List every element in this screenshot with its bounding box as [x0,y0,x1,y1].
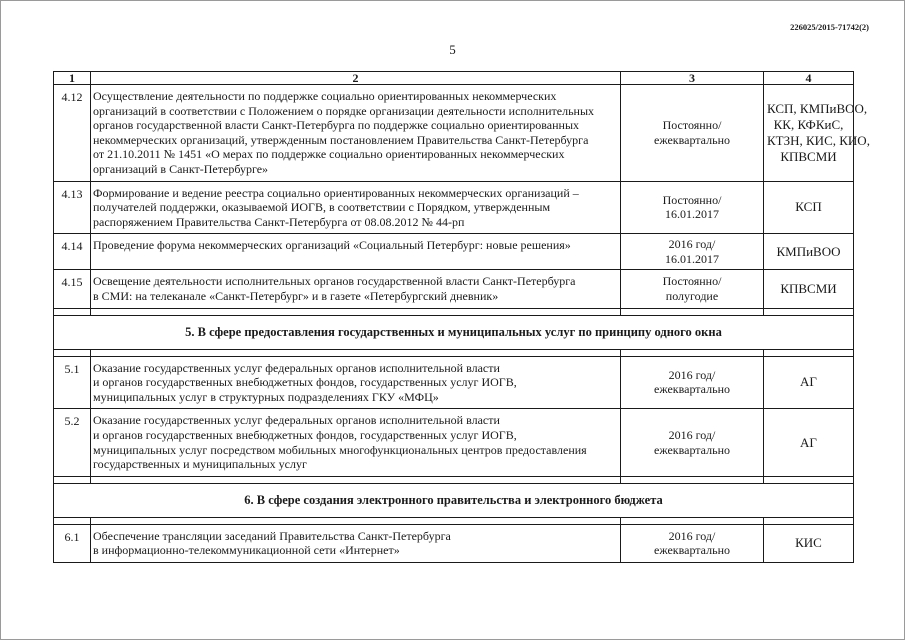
item-number: 4.15 [54,270,91,308]
table-row [54,181,854,234]
table-row [54,234,854,270]
item-description-line: в информационно-телекоммуникационной сети «Интернет» [93,543,400,558]
section-heading: 5. В сфере предоставления государственных и муниципальных услуг по принципу одного окна [54,315,854,349]
item-deadline [621,181,764,234]
table-row [54,524,854,562]
item-responsible-line: КК, КФКиС, [773,116,844,132]
item-number: 4.13 [54,181,91,234]
item-deadline-line: ежеквартально [654,442,730,457]
item-responsible-line: КСП, КМПиВОО, [767,100,868,116]
item-description-line: и органов государственных внебюджетных фондов, государственных услуг ИОГВ, [93,427,517,442]
item-responsible-line: КИС [795,535,822,551]
item-responsible [764,270,854,308]
item-deadline-line: ежеквартально [654,382,730,397]
item-deadline-line: Постоянно/ [662,118,722,133]
item-deadline-line: 2016 год/ [668,528,716,543]
item-responsible [764,85,870,182]
section-heading-row [54,315,854,349]
item-description-line: распоряжением Правительства Санкт-Петербурга от 08.08.2012 № 44-рп [93,214,465,229]
item-deadline-line: 2016 год/ [668,427,716,442]
item-deadline [621,234,764,270]
item-description-line: органов государственной власти Санкт-Петербурга по поддержке социально ориентированных [93,118,580,133]
document-id: 226025/2015-71742(2) [790,22,869,32]
item-responsible [764,409,854,476]
item-deadline [621,270,764,308]
item-deadline [621,409,764,476]
header-row [54,72,854,85]
plan-table [53,71,870,563]
section-heading-row [54,483,854,517]
item-responsible [764,356,854,409]
item-description [91,409,621,476]
item-description-line: Формирование и ведение реестра социально ориентированных некоммерческих организаций – [93,185,579,200]
item-deadline [621,356,764,409]
item-number: 6.1 [54,524,91,562]
item-description-line: муниципальных услуг посредством мобильных многофункциональных центров предоставления [93,442,587,457]
item-description [91,524,621,562]
header-cell: 2 [91,72,621,85]
item-number: 5.1 [54,356,91,409]
table-row [54,270,854,308]
item-responsible-line: КТЗН, КИС, КИО, [767,132,870,148]
item-description-line: Осуществление деятельности по поддержке социально ориентированных некоммерческих [93,89,557,103]
item-number: 5.2 [54,409,91,476]
item-description [91,234,621,270]
item-description-line: Проведение форума некоммерческих организаций «Социальный Петербург: новые решения» [93,238,571,253]
item-responsible [764,181,854,234]
item-number: 4.12 [54,85,91,182]
item-description [91,85,621,182]
item-responsible-line: КПВСМИ [780,148,837,164]
item-deadline-line: 2016 год/ [668,367,716,382]
item-description-line: некоммерческих организаций, утвержденным постановлением Правительства Санкт-Петербурга [93,132,589,147]
item-responsible-line: АГ [800,374,817,390]
item-responsible-line: КПВСМИ [780,280,837,296]
table-row [54,409,854,476]
item-description-line: в СМИ: на телеканале «Санкт-Петербург» и в газете «Петербургский дневник» [93,288,499,303]
page-number: 5 [449,42,456,57]
spacer-row [54,308,854,315]
item-deadline-line: 2016 год/ [668,237,716,252]
item-deadline-line: ежеквартально [654,132,730,147]
spacer-row [54,349,854,356]
header-cell: 3 [621,72,764,85]
item-deadline-line: 16.01.2017 [665,251,719,266]
item-number: 4.14 [54,234,91,270]
item-description-line: от 21.10.2011 № 1451 «О мерах по поддержке социально ориентированных некоммерческих [93,147,565,162]
item-description [91,356,621,409]
item-responsible [764,524,854,562]
item-description-line: организаций в Санкт-Петербурге» [93,161,269,176]
item-responsible [764,234,854,270]
item-deadline-line: Постоянно/ [662,274,722,289]
header-cell: 1 [54,72,91,85]
item-description-line: государственных и муниципальных услуг [93,457,307,472]
item-responsible-line: КМПиВОО [776,243,841,259]
item-deadline-line: полугодие [665,288,719,303]
item-deadline [621,524,764,562]
item-deadline-line: Постоянно/ [662,192,722,207]
item-deadline [621,85,764,182]
spacer-row [54,517,854,524]
item-deadline-line: 16.01.2017 [665,207,719,222]
header-cell: 4 [764,72,854,85]
section-heading: 6. В сфере создания электронного правительства и электронного бюджета [54,483,854,517]
item-description-line: организаций в соответствии с Положением о порядке организации деятельности исполнительных [93,103,595,118]
spacer-row [54,476,854,483]
item-deadline-line: ежеквартально [654,543,730,558]
table-row [54,85,854,182]
item-description-line: получателей поддержки, оказываемой ИОГВ, в соответствии с Порядком, утвержденным [93,200,551,215]
item-responsible-line: АГ [800,434,817,450]
item-description-line: и органов государственных внебюджетных фондов, государственных услуг ИОГВ, [93,375,517,390]
item-description-line: Освещение деятельности исполнительных органов государственной власти Санкт-Петербурга [93,274,576,289]
item-description-line: Обеспечение трансляции заседаний Правительства Санкт-Петербурга [93,528,451,543]
item-description-line: муниципальных услуг в структурных подразделениях ГКУ «МФЦ» [93,389,439,404]
table-row [54,356,854,409]
item-description [91,270,621,308]
item-description [91,181,621,234]
item-description-line: Оказание государственных услуг федеральных органов исполнительной власти [93,360,500,375]
item-description-line: Оказание государственных услуг федеральных органов исполнительной власти [93,413,500,428]
item-responsible-line: КСП [795,199,822,215]
